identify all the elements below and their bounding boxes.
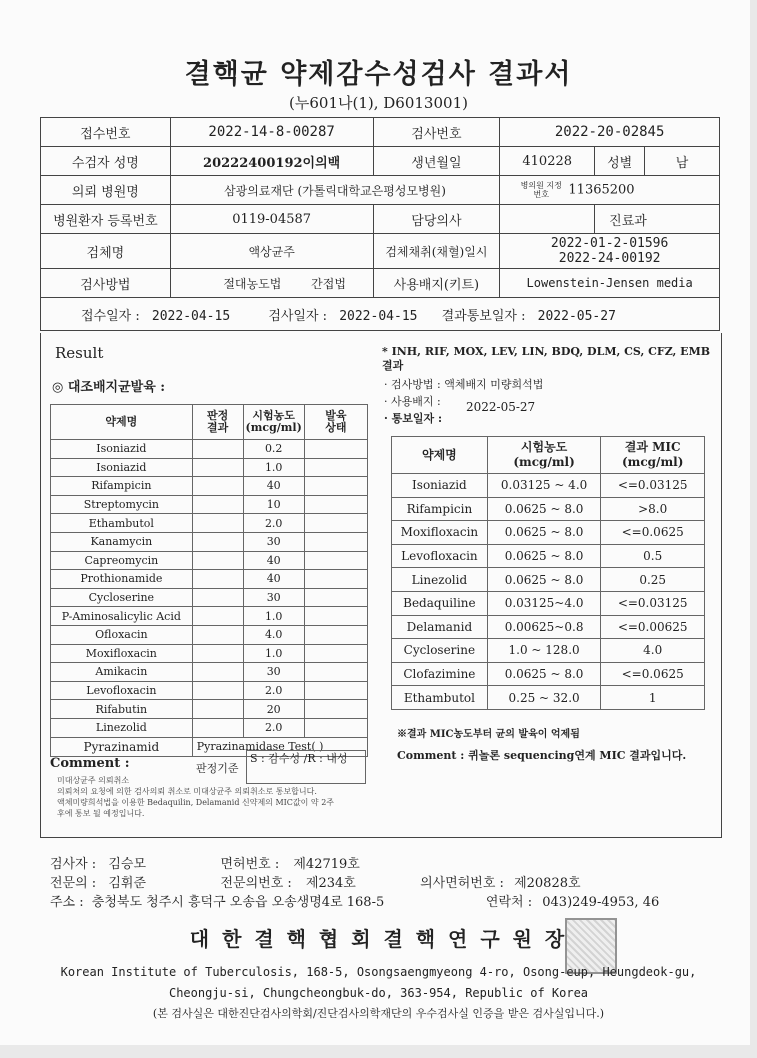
table-row [51,625,368,644]
report-date-label: 결과통보일자 : [441,308,526,324]
method-value: 절대농도법 [223,276,282,291]
pza-test: Pyrazinamidase Test( ) [192,737,367,756]
judgement [192,440,243,459]
institute-address-en-1: Korean Institute of Tuberculosis, 168-5, Osongsaengmyeong 4-ro, Osong-eup, Heungdeok-gu, [60,965,697,979]
table-row [51,477,368,496]
doctor-value [500,205,595,234]
test-concentration: 2.0 [243,681,304,700]
reception-no: 2022-14-8-00287 [170,118,373,147]
table-row [392,544,705,568]
mic-result: <=0.0625 [601,662,705,686]
table-row [51,551,368,570]
test-no: 2022-20-02845 [500,118,720,147]
growth-status [304,644,367,663]
growth-status [304,477,367,496]
judgement [192,644,243,663]
certification-note: (본 검사실은 대한진단검사의학회/진단검사의학재단의 우수검사실 인증을 받은 검사실입니다.) [152,1007,605,1020]
growth-status [304,663,367,682]
dept-label: 진료과 [595,205,720,234]
sex-label: 성별 [595,147,645,176]
growth-status [304,700,367,719]
birth-label: 생년월일 [373,147,500,176]
drug-name: Prothionamide [51,570,193,589]
result-label: Result [55,344,104,362]
sex-value: 남 [645,147,720,176]
judgement [192,588,243,607]
spec-no: 제234호 [305,876,356,891]
test-concentration: 0.2 [243,440,304,459]
drug-name: Moxifloxacin [51,644,193,663]
mic-medium: · 사용배지 : [384,395,441,408]
growth-status [304,588,367,607]
growth-status [304,495,367,514]
drug-name: Linezolid [51,718,193,737]
specialist-label: 전문의 : [50,876,97,891]
mic-range: 0.03125~4.0 [487,591,601,615]
table-row [51,532,368,551]
mic-note: ※결과 MIC농도부터 균의 발육이 억제됨 [397,729,580,740]
table-row [51,607,368,626]
collect-value-2: 2022-24-00192 [558,251,661,266]
mic-method: · 검사방법 : 액체배지 미량희석법 [384,378,544,391]
mic-comment: Comment : 퀴놀론 sequencing연계 MIC 결과입니다. [397,749,687,762]
method-value-2: 간접법 [311,276,346,291]
contact: 043)249-4953, 46 [542,895,660,910]
test-date: 2022-04-15 [339,308,418,324]
mic-drug-list: * INH, RIF, MOX, LEV, LIN, BDQ, DLM, CS, CFZ, EMB 결과 [382,345,711,372]
test-concentration: 30 [243,663,304,682]
mic-report-date: 2022-05-27 [466,400,536,414]
mic-result: <=0.0625 [601,521,705,545]
growth-status [304,607,367,626]
doc-license-label: 의사면허번호 : [420,876,504,891]
drug-name: Ofloxacin [51,625,193,644]
reg-no-label: 병원환자 등록번호 [41,205,171,234]
absolute-concentration-table [50,404,368,757]
method-label: 검사방법 [41,269,171,298]
patient-info-table [40,117,720,331]
test-concentration: 40 [243,551,304,570]
col-drug: 약제명 [51,405,193,440]
table-row [51,570,368,589]
test-concentration: 1.0 [243,607,304,626]
growth-status [304,551,367,570]
pza-label: Pyrazinamid [51,737,193,756]
judgement [192,532,243,551]
mic-result: 0.25 [601,568,705,592]
table-row [51,458,368,477]
spec-no-label: 전문의번호 : [220,876,292,891]
mic-range: 0.0625 ~ 8.0 [487,544,601,568]
judgement [192,681,243,700]
mic-drug-name: Bedaquiline [392,591,488,615]
mic-drug-name: Isoniazid [392,474,488,498]
test-concentration: 20 [243,700,304,719]
birth-value: 410228 [500,147,595,176]
col-growth: 발육 상태 [304,405,367,440]
judgement [192,607,243,626]
table-row [51,681,368,700]
address-label: 주소 : [50,895,84,910]
recv-date-label: 접수일자 : [81,308,140,324]
col-result: 판정 결과 [192,405,243,440]
report-date: 2022-05-27 [537,308,616,324]
hospital-name: 삼광의료재단 (가톨릭대학교은평성모병원) [170,176,500,205]
table-row [51,663,368,682]
doctor-label: 담당의사 [373,205,500,234]
growth-status [304,458,367,477]
hospital-label: 의뢰 병원명 [41,176,171,205]
drug-name: Isoniazid [51,440,193,459]
drug-name: Cycloserine [51,588,193,607]
drug-name: Kanamycin [51,532,193,551]
table-row [392,686,705,710]
table-row [51,700,368,719]
drug-name: Isoniazid [51,458,193,477]
mic-result: <=0.03125 [601,591,705,615]
table-row [51,644,368,663]
judgement [192,700,243,719]
mic-col-drug: 약제명 [392,437,488,474]
mic-result: 4.0 [601,639,705,663]
col-conc: 시험농도 (mcg/ml) [243,405,304,440]
report-code: (누601나(1), D6013001) [289,94,468,112]
collect-value-1: 2022-01-2-01596 [550,236,669,251]
growth-status [304,532,367,551]
reception-no-label: 접수번호 [41,118,171,147]
mic-report-label: · 통보일자 : [384,412,443,425]
mic-result: <=0.00625 [601,615,705,639]
drug-name: Capreomycin [51,551,193,570]
mic-range: 0.00625~0.8 [487,615,601,639]
table-row [392,497,705,521]
table-row [51,514,368,533]
mic-range: 0.0625 ~ 8.0 [487,521,601,545]
mic-range: 0.25 ~ 32.0 [487,686,601,710]
test-concentration: 1.0 [243,644,304,663]
drug-name: P-Aminosalicylic Acid [51,607,193,626]
table-row [392,474,705,498]
medium-label: 사용배지(키트) [373,269,500,298]
mic-range: 0.0625 ~ 8.0 [487,568,601,592]
table-row [392,568,705,592]
institute-address-en-2: Cheongju-si, Chungcheongbuk-do, 363-954, Republic of Korea [168,986,589,1000]
judgement [192,718,243,737]
contact-label: 연락처 : [485,895,533,910]
hospital-code: 11365200 [568,182,635,198]
table-row [51,495,368,514]
judgement [192,625,243,644]
judgement [192,514,243,533]
left-comment-label: Comment : [50,756,130,771]
judgement [192,663,243,682]
test-concentration: 30 [243,532,304,551]
growth-status [304,625,367,644]
specimen-value: 액상균주 [170,234,373,269]
drug-name: Rifabutin [51,700,193,719]
table-row [392,615,705,639]
drug-name: Streptomycin [51,495,193,514]
table-row [392,662,705,686]
judgement [192,570,243,589]
table-row [392,639,705,663]
test-date-label: 검사일자 : [268,308,328,324]
patient-name-label: 수검자 성명 [41,147,171,176]
judgement [192,551,243,570]
mic-col-result: 결과 MIC (mcg/ml) [601,437,705,474]
table-row [392,591,705,615]
mic-drug-name: Moxifloxacin [392,521,488,545]
drug-name: Ethambutol [51,514,193,533]
test-concentration: 40 [243,477,304,496]
test-concentration: 10 [243,495,304,514]
test-concentration: 40 [243,570,304,589]
mic-range: 0.0625 ~ 8.0 [487,662,601,686]
license-label: 면허번호 : [220,857,280,872]
table-row [51,588,368,607]
license-no: 제42719호 [293,857,360,872]
doc-license: 제20828호 [514,876,581,891]
table-row [51,718,368,737]
mic-drug-name: Delamanid [392,615,488,639]
left-comment-text: 미대상균주 의뢰취소 의뢰처의 요청에 의한 검사의뢰 취소로 미대상균주 의뢰취소로 통보합니다. 액체미량희석법을 이용한 Bedaquilin, Delamanid 신약제의 MIC값이 약 2주 후에 통보 될 예정입니다. [57,776,335,818]
growth-status [304,681,367,700]
test-no-label: 검사번호 [373,118,500,147]
mic-result: 0.5 [601,544,705,568]
test-concentration: 2.0 [243,718,304,737]
criteria-box: S : 감수성 /R : 내성 [246,750,366,784]
address: 충청북도 청주시 흥덕구 오송읍 오송생명4로 168-5 [91,895,385,910]
specimen-label: 검체명 [41,234,171,269]
growth-status [304,570,367,589]
mic-drug-name: Cycloserine [392,639,488,663]
table-row [392,521,705,545]
test-concentration: 30 [243,588,304,607]
mic-col-range: 시험농도 (mcg/ml) [487,437,601,474]
mic-drug-name: Clofazimine [392,662,488,686]
table-row [51,440,368,459]
control-medium-label: ◎ 대조배지균발육 : [52,380,166,395]
footer-signatures [50,855,730,912]
growth-status [304,718,367,737]
mic-result: >8.0 [601,497,705,521]
medium-value: Lowenstein-Jensen media [500,269,720,298]
mic-range: 1.0 ~ 128.0 [487,639,601,663]
patient-name: 20222400192이의백 [170,147,373,176]
mic-range: 0.03125 ~ 4.0 [487,474,601,498]
mic-drug-name: Rifampicin [392,497,488,521]
mic-result: 1 [601,686,705,710]
reg-no: 0119-04587 [170,205,373,234]
drug-name: Amikacin [51,663,193,682]
test-concentration: 4.0 [243,625,304,644]
judgement [192,477,243,496]
hospital-code-label: 병의원 지정번호 [520,181,562,199]
judgement [192,495,243,514]
mic-range: 0.0625 ~ 8.0 [487,497,601,521]
recv-date: 2022-04-15 [151,308,231,324]
institute-head: 대 한 결 핵 협 회 결 핵 연 구 원 장 [189,927,568,951]
mic-drug-name: Linezolid [392,568,488,592]
drug-name: Rifampicin [51,477,193,496]
report-title: 결핵균 약제감수성검사 결과서 [184,59,573,90]
tester-name: 김승모 [108,857,147,872]
criteria-label: 판정기준 [196,762,239,775]
judgement [192,458,243,477]
mic-result: <=0.03125 [601,474,705,498]
growth-status [304,440,367,459]
drug-name: Levofloxacin [51,681,193,700]
specialist-name: 김휘준 [108,876,147,891]
test-concentration: 1.0 [243,458,304,477]
growth-status [304,514,367,533]
test-concentration: 2.0 [243,514,304,533]
tester-label: 검사자 : [50,857,97,872]
collect-label: 검체채취(채혈)일시 [373,234,500,269]
mic-drug-name: Levofloxacin [392,544,488,568]
mic-table [391,436,705,710]
mic-drug-name: Ethambutol [392,686,488,710]
